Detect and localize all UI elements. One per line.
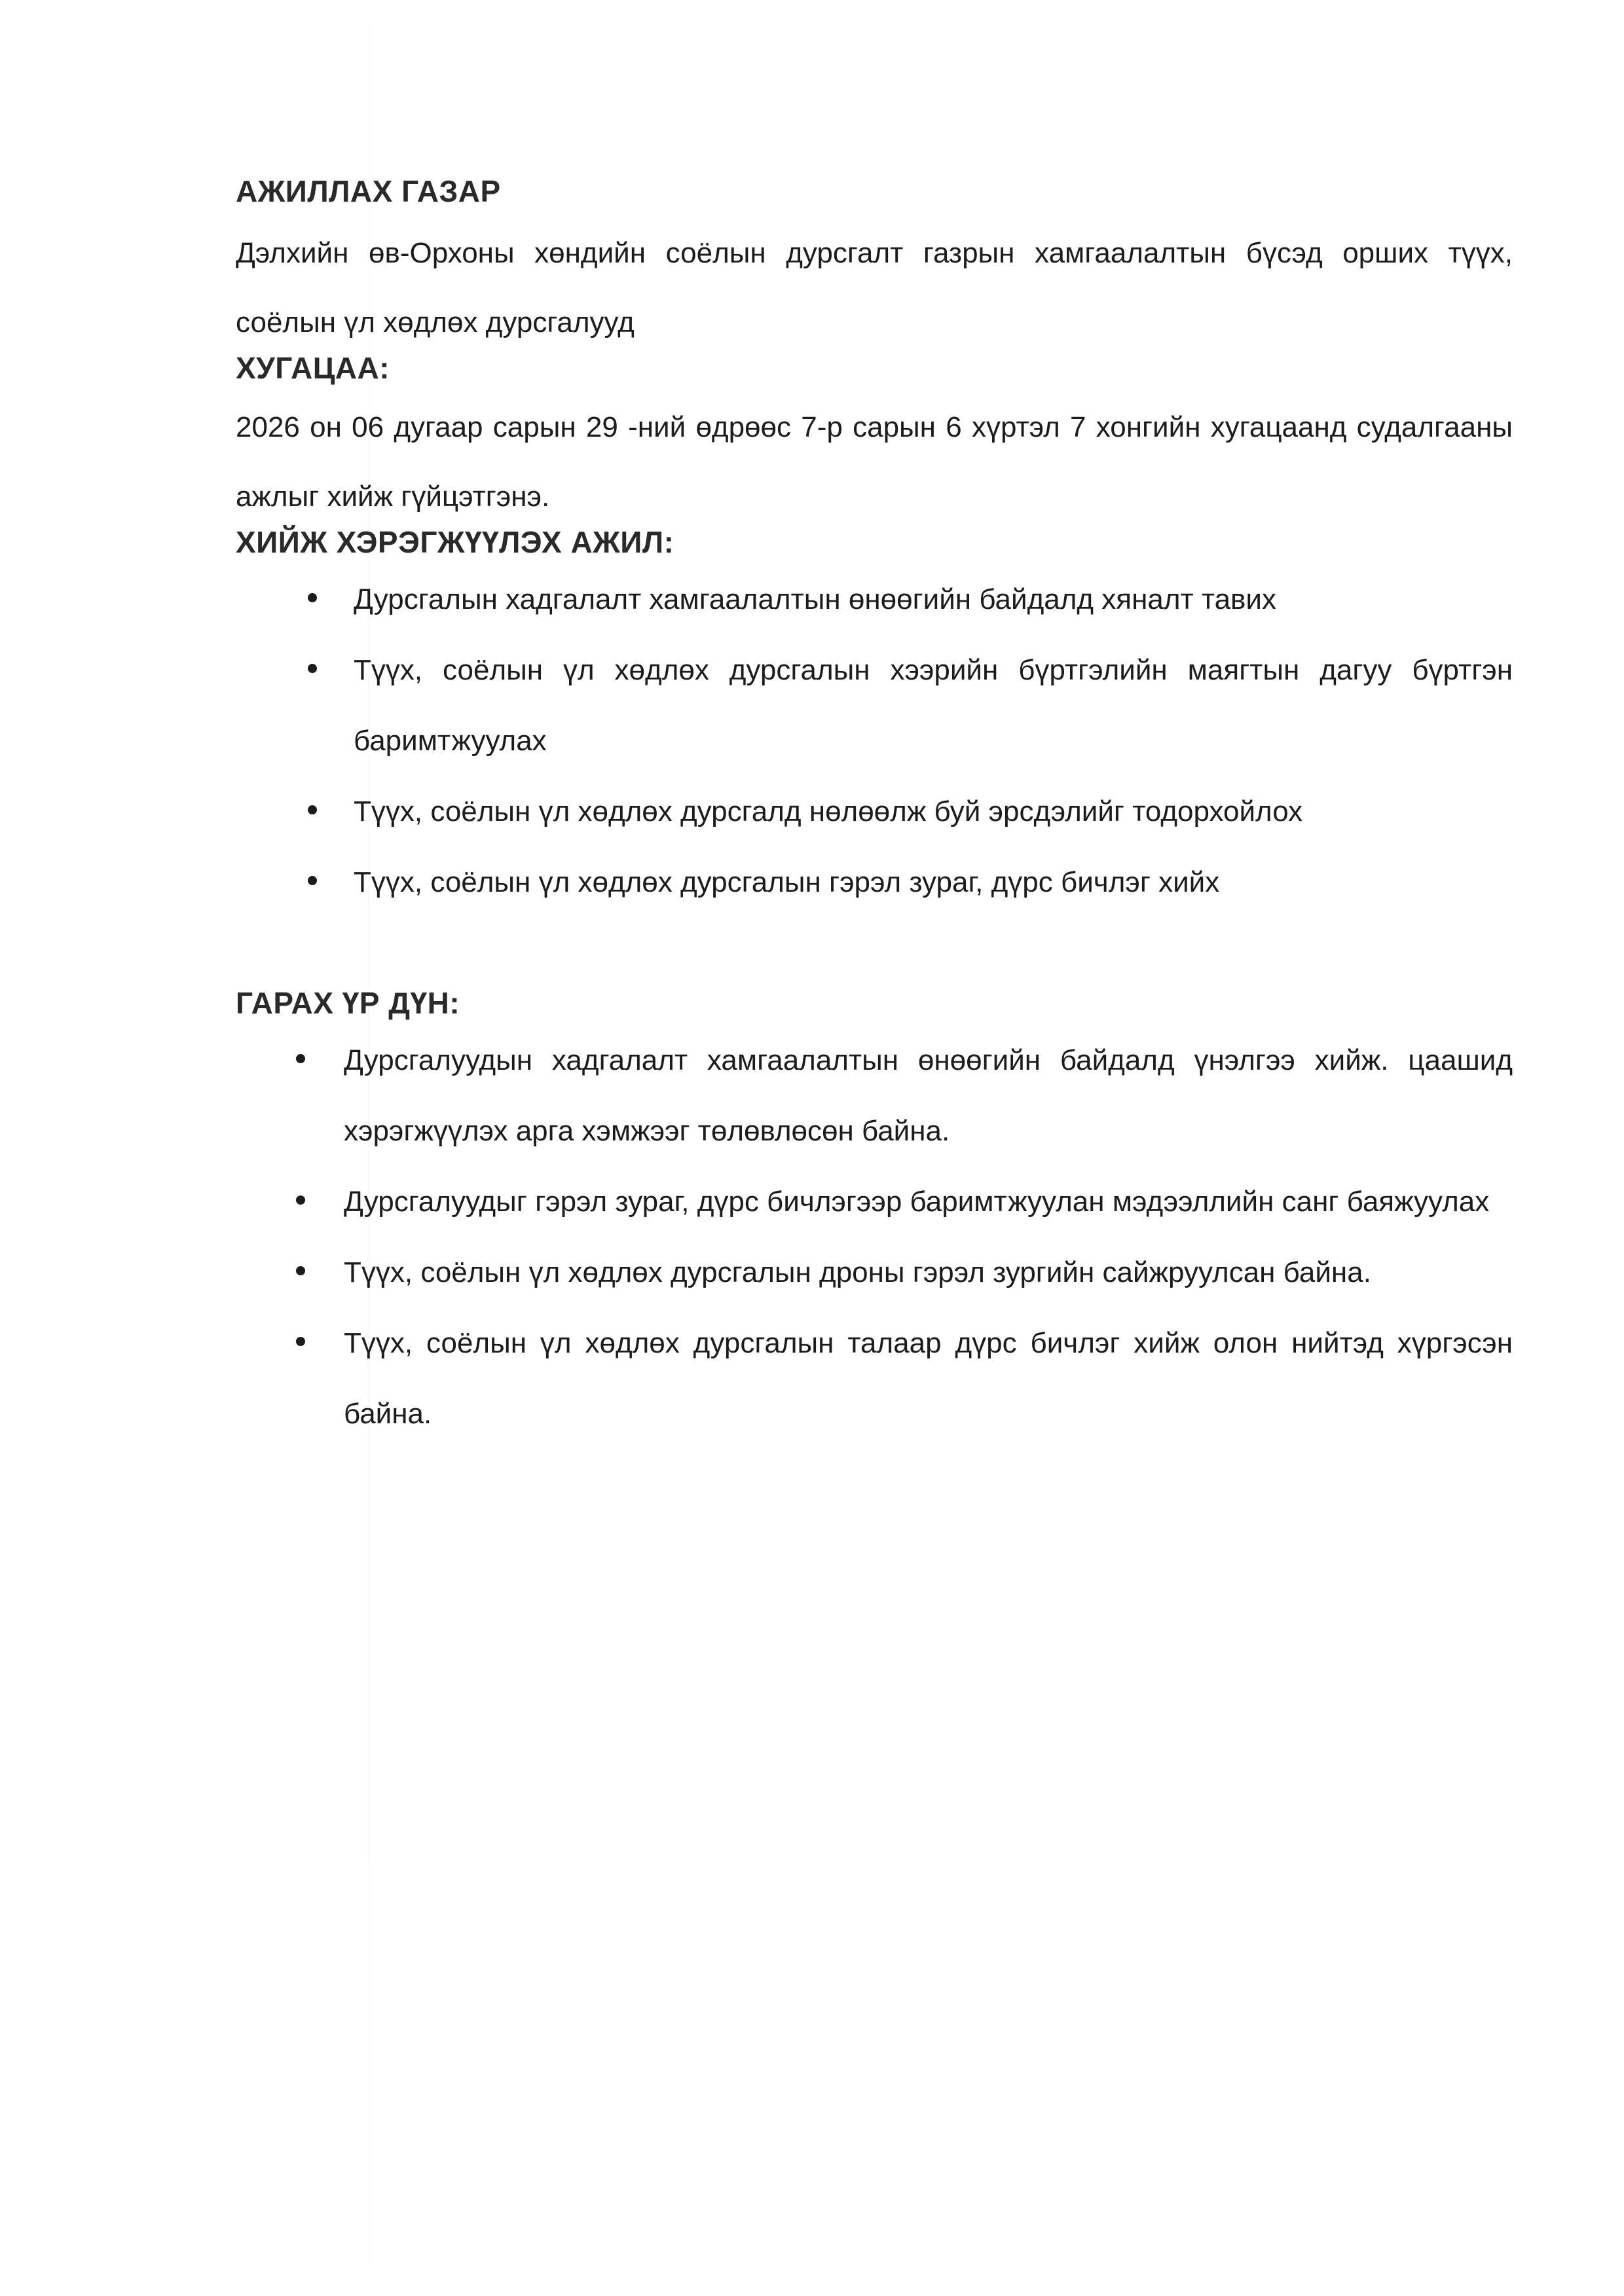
duration-text: 2026 он 06 дугаар сарын 29 -ний өдрөөс 7-р сарын 6 хүртэл 7 хонгийн хугацаанд судалгааны ажлыг хийж гүйцэтгэнэ. bbox=[236, 411, 1513, 513]
bullet-icon bbox=[296, 1054, 305, 1063]
task-item-text: Түүх, соёлын үл хөдлөх дурсгалын гэрэл зураг, дүрс бичлэг хийх bbox=[354, 866, 1220, 898]
work-place-text: Дэлхийн өв-Орхоны хөндийн соёлын дурсгалт газрын хамгаалалтын бүсэд орших түүх, соёлын үл хөдлөх дурсгалууд bbox=[236, 237, 1513, 338]
bullet-icon bbox=[296, 1195, 305, 1205]
result-item-text: Түүх, соёлын үл хөдлөх дурсгалын талаар дүрс бичлэг хийж олон нийтэд хүргэсэн байна. bbox=[344, 1327, 1513, 1430]
result-item-text: Дурсгалуудын хадгалалт хамгаалалтын өнөөгийн байдалд үнэлгээ хийж. цаашид хэрэгжүүлэх арга хэмжээг төлөвлөсөн байна. bbox=[344, 1044, 1513, 1147]
bullet-icon bbox=[296, 1337, 305, 1346]
bullet-icon bbox=[308, 876, 317, 885]
bullet-icon bbox=[308, 664, 317, 673]
tasks-heading: ХИЙЖ ХЭРЭГЖҮҮЛЭХ АЖИЛ: bbox=[236, 525, 674, 559]
result-item bbox=[236, 1167, 1513, 1237]
document-body bbox=[236, 172, 1513, 1449]
task-item-text: Түүх, соёлын үл хөдлөх дурсгалын хээрийн бүртгэлийн маягтын дагуу бүртгэн баримтжуулах bbox=[354, 654, 1513, 757]
results-list bbox=[236, 1025, 1513, 1449]
task-item-text: Түүх, соёлын үл хөдлөх дурсгалд нөлөөлж буй эрсдэлийг тодорхойлох bbox=[354, 795, 1303, 828]
bullet-icon bbox=[296, 1266, 305, 1275]
bullet-icon bbox=[308, 805, 317, 814]
result-item bbox=[236, 1308, 1513, 1449]
task-item bbox=[236, 635, 1513, 776]
task-item bbox=[236, 776, 1513, 847]
tasks-list bbox=[236, 564, 1513, 918]
work-place-heading: АЖИЛЛАХ ГАЗАР bbox=[236, 174, 501, 208]
task-item-text: Дурсгалын хадгалалт хамгаалалтын өнөөгийн байдалд хяналт тавих bbox=[354, 583, 1277, 615]
result-item-text: Түүх, соёлын үл хөдлөх дурсгалын дроны гэрэл зургийн сайжруулсан байна. bbox=[344, 1256, 1371, 1288]
task-item bbox=[236, 847, 1513, 918]
duration-heading: ХУГАЦАА: bbox=[236, 351, 390, 385]
task-item bbox=[236, 564, 1513, 635]
result-item bbox=[236, 1237, 1513, 1308]
result-item bbox=[236, 1025, 1513, 1167]
result-item-text: Дурсгалуудыг гэрэл зураг, дүрс бичлэгээр баримтжуулан мэдээллийн санг баяжуулах bbox=[344, 1186, 1490, 1218]
bullet-icon bbox=[308, 593, 317, 602]
results-heading: ГАРАХ ҮР ДҮН: bbox=[236, 986, 460, 1020]
